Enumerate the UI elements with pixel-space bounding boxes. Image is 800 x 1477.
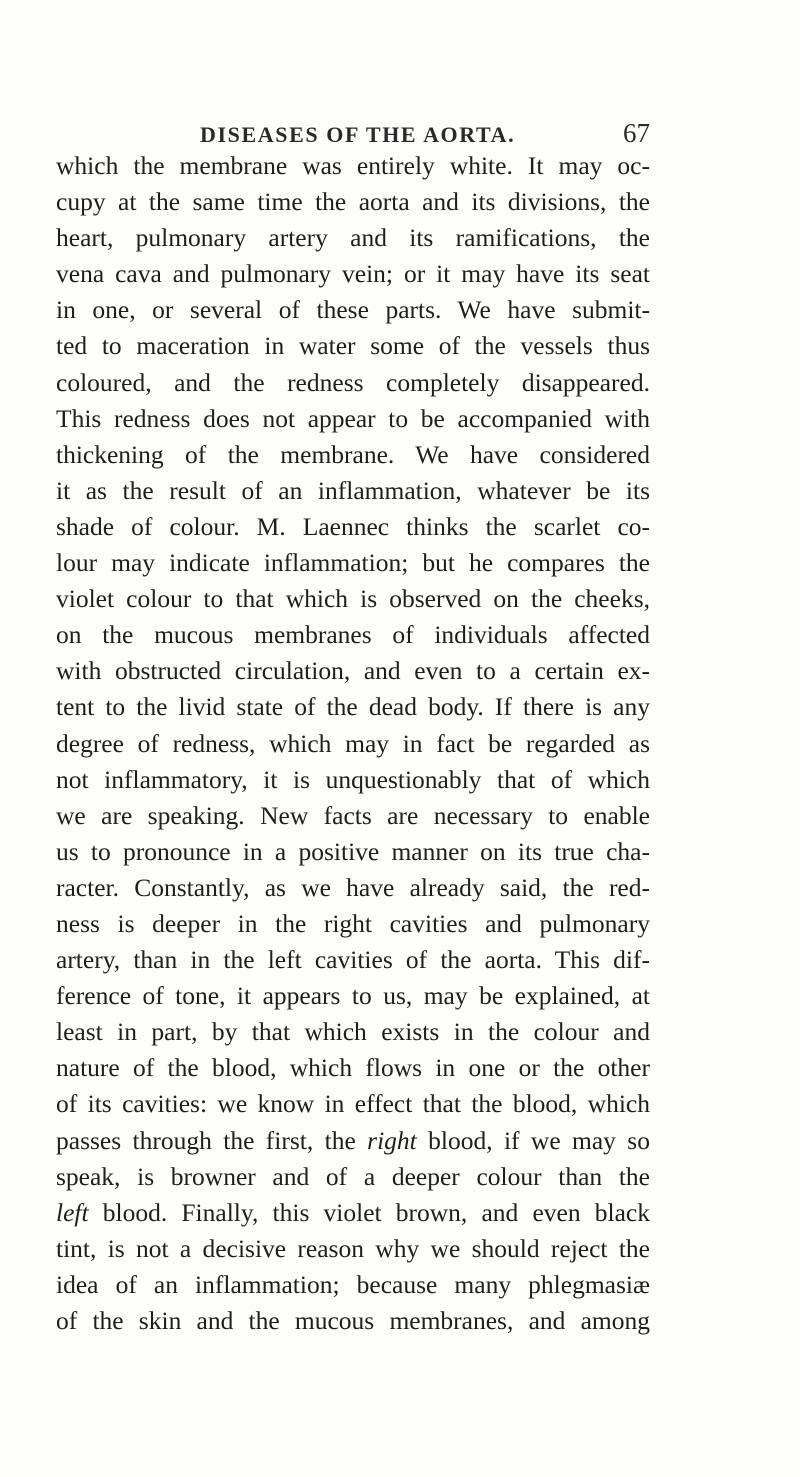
- text-line: ted to maceration in water some of the vessels thus: [56, 331, 650, 361]
- text-line: ference of tone, it appears to us, may be explained, at: [56, 981, 650, 1011]
- text-line: of the skin and the mucous membranes, and among: [56, 1306, 650, 1335]
- text-line: This redness does not appear to be accompanied with: [56, 403, 650, 433]
- text-line: nature of the blood, which flows in one or the other: [56, 1053, 650, 1083]
- text-line: which the membrane was entirely white. It may oc-: [56, 151, 650, 180]
- text-line: tent to the livid state of the dead body. If there is any: [56, 692, 650, 722]
- text-segment: blood, if we may so: [416, 1125, 650, 1155]
- text-line: heart, pulmonary artery and its ramifications, the: [56, 223, 650, 253]
- running-title: DISEASES OF THE AORTA.: [200, 122, 516, 147]
- text-line: speak, is browner and of a deeper colour than the: [56, 1161, 650, 1191]
- text-line: tint, is not a decisive reason why we should reject the: [56, 1233, 650, 1263]
- body-text: [56, 148, 650, 1339]
- text-line-with-italic: [56, 1123, 650, 1159]
- text-segment: passes through the first, the: [56, 1125, 368, 1155]
- page-number: 67: [623, 118, 650, 148]
- text-line: with obstructed circulation, and even to a certain ex-: [56, 656, 650, 686]
- text-line: idea of an inflammation; because many phlegmasiæ: [56, 1269, 650, 1299]
- text-line: thickening of the membrane. We have considered: [56, 439, 650, 469]
- text-line: lour may indicate inflammation; but he compares the: [56, 548, 650, 578]
- text-segment: blood. Finally, this violet brown, and even black: [88, 1197, 650, 1227]
- text-line: not inflammatory, it is unquestionably that of which: [56, 764, 650, 794]
- text-line: shade of colour. M. Laennec thinks the scarlet co-: [56, 511, 650, 541]
- italic-word: right: [367, 1125, 417, 1155]
- text-line: cupy at the same time the aorta and its divisions, the: [56, 187, 650, 217]
- text-line: in one, or several of these parts. We have submit-: [56, 295, 650, 325]
- text-line: ness is deeper in the right cavities and pulmonary: [56, 908, 650, 938]
- italic-word: left: [56, 1197, 89, 1227]
- text-line: we are speaking. New facts are necessary to enable: [56, 800, 650, 830]
- text-line: of its cavities: we know in effect that the blood, which: [56, 1089, 650, 1119]
- page-header: [200, 110, 650, 150]
- text-line: racter. Constantly, as we have already said, the red-: [56, 872, 650, 902]
- text-line: artery, than in the left cavities of the aorta. This dif-: [56, 945, 650, 975]
- text-line: least in part, by that which exists in the colour and: [56, 1017, 650, 1047]
- text-line: violet colour to that which is observed on the cheeks,: [56, 584, 650, 614]
- text-line: degree of redness, which may in fact be regarded as: [56, 728, 650, 758]
- text-line-with-italic: [56, 1195, 650, 1231]
- text-line: us to pronounce in a positive manner on its true cha-: [56, 836, 650, 866]
- text-line: it as the result of an inflammation, whatever be its: [56, 475, 650, 505]
- text-line: coloured, and the redness completely disappeared.: [56, 367, 650, 397]
- text-line: vena cava and pulmonary vein; or it may have its seat: [56, 259, 650, 289]
- text-line: on the mucous membranes of individuals affected: [56, 620, 650, 650]
